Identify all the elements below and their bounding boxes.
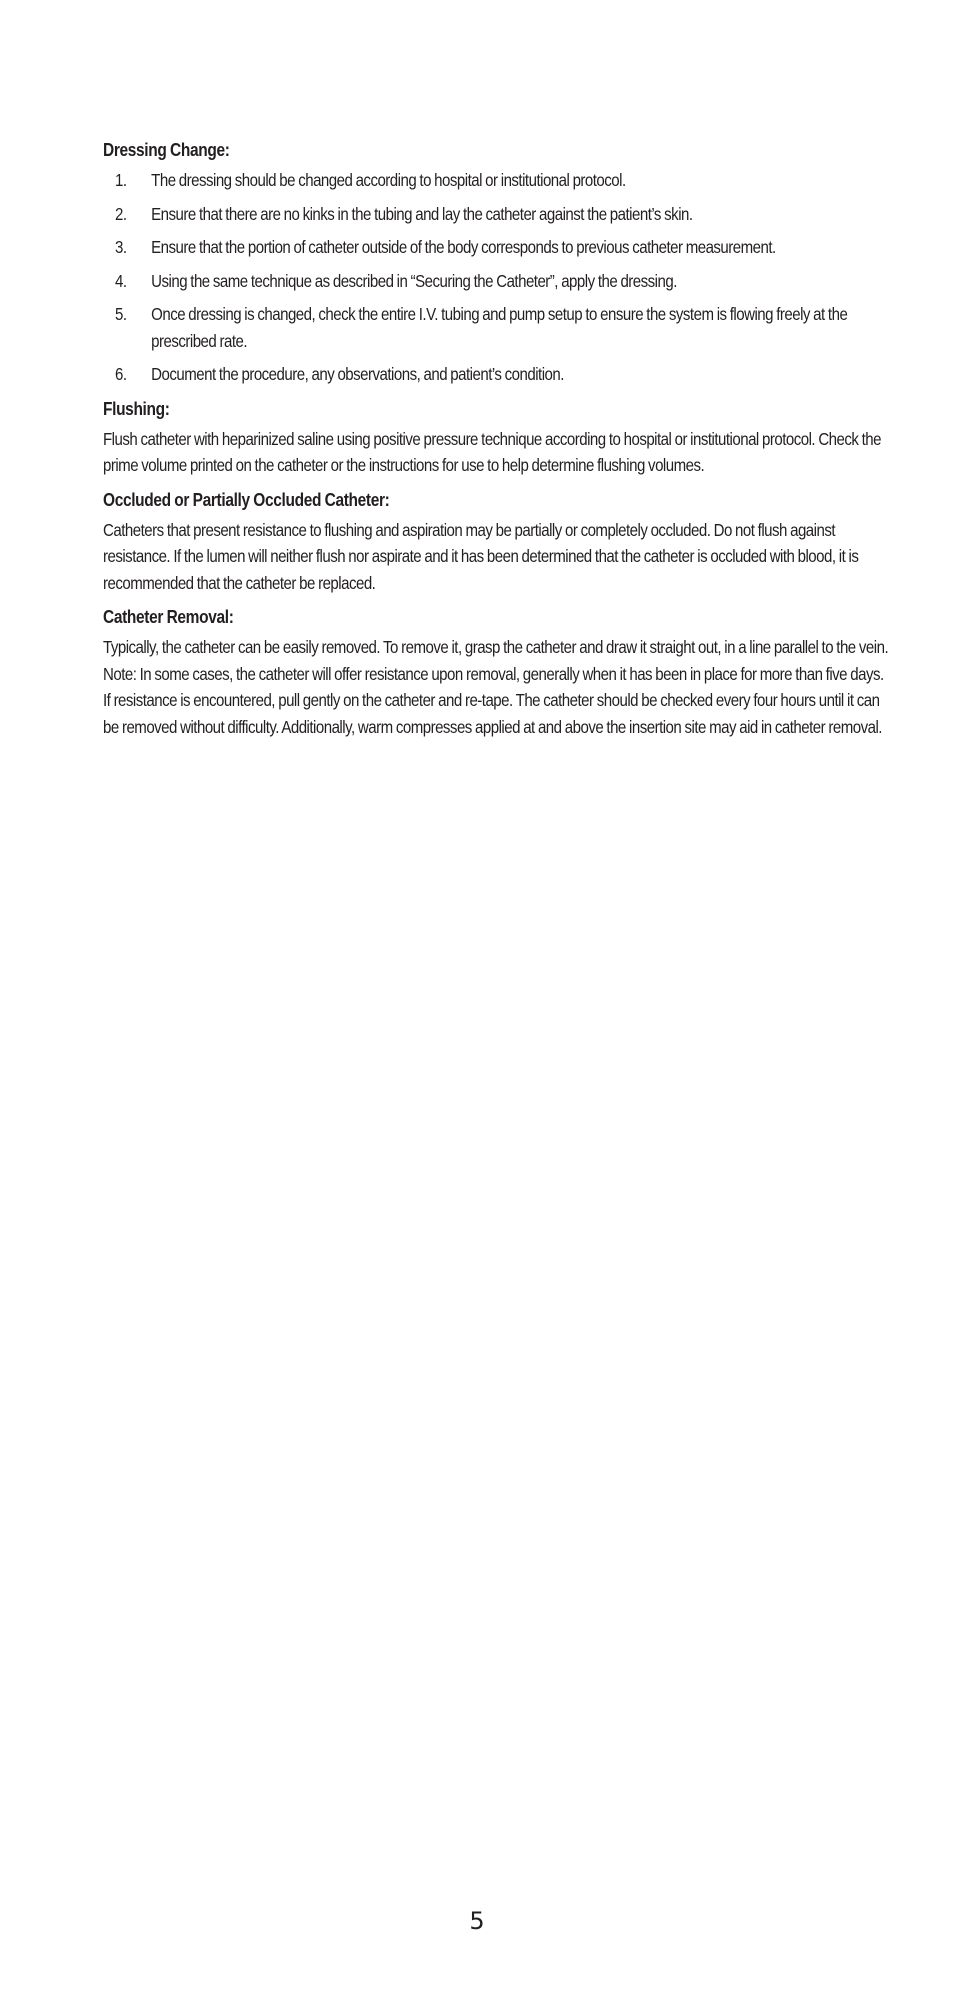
list-item-number: 4. — [115, 270, 127, 291]
list-item — [103, 167, 892, 194]
dressing-change-section — [103, 137, 892, 388]
dressing-change-heading: Dressing Change: — [103, 140, 230, 160]
list-item-text: Document the procedure, any observations, and patient’s condition. — [151, 364, 564, 384]
flushing-paragraph: Flush catheter with heparinized saline using positive pressure technique according to hospital or institutional protocol. Check the prime volume printed on the catheter or the instructions for use to help determine flushing volumes. — [103, 428, 882, 475]
list-item — [103, 268, 892, 295]
page-number: 5 — [469, 1907, 485, 1935]
dressing-change-steps — [103, 167, 892, 388]
flushing-section — [103, 396, 892, 479]
list-item-text: Once dressing is changed, check the entire I.V. tubing and pump setup to ensure the system is flowing freely at the prescribed rate. — [151, 304, 848, 351]
flushing-heading: Flushing: — [103, 398, 170, 419]
list-item-number: 3. — [115, 237, 127, 257]
removal-note: Note: In some cases, the catheter will offer resistance upon removal, generally when it has been in place for more than five days. If resistance is encountered, pull gently on the catheter and re-tape. The catheter should be checked every four hours until it can be removed without difficulty. Additionally, warm compresses applied at and above the insertion site may aid in catheter removal. — [103, 663, 884, 737]
list-item-number: 1. — [115, 170, 127, 190]
list-item — [103, 201, 892, 228]
list-item-number: 2. — [115, 203, 127, 224]
removal-heading: Catheter Removal: — [103, 607, 234, 627]
list-item — [103, 234, 892, 261]
list-item-number: 5. — [115, 304, 127, 324]
occluded-section — [103, 487, 892, 597]
list-item-text: Ensure that there are no kinks in the tubing and lay the catheter against the patient’s skin. — [151, 203, 693, 224]
document-body — [103, 137, 892, 748]
list-item-text: The dressing should be changed according to hospital or institutional protocol. — [151, 170, 626, 190]
list-item — [103, 361, 892, 388]
removal-paragraph: Typically, the catheter can be easily removed. To remove it, grasp the catheter and draw it straight out, in a line parallel to the vein. — [103, 637, 889, 657]
occluded-paragraph: Catheters that present resistance to flushing and aspiration may be partially or completely occluded. Do not flush against resistance. If the lumen will neither flush nor aspirate and it has been determined that the catheter is occluded with blood, it is recommended that the catheter be replaced. — [103, 519, 859, 593]
list-item-number: 6. — [115, 364, 127, 384]
list-item-text: Using the same technique as described in “Securing the Catheter”, apply the dressing. — [151, 270, 677, 291]
list-item — [103, 301, 892, 354]
removal-section — [103, 604, 892, 740]
list-item-text: Ensure that the portion of catheter outside of the body corresponds to previous catheter measurement. — [151, 237, 776, 257]
occluded-heading: Occluded or Partially Occluded Catheter: — [103, 489, 390, 510]
